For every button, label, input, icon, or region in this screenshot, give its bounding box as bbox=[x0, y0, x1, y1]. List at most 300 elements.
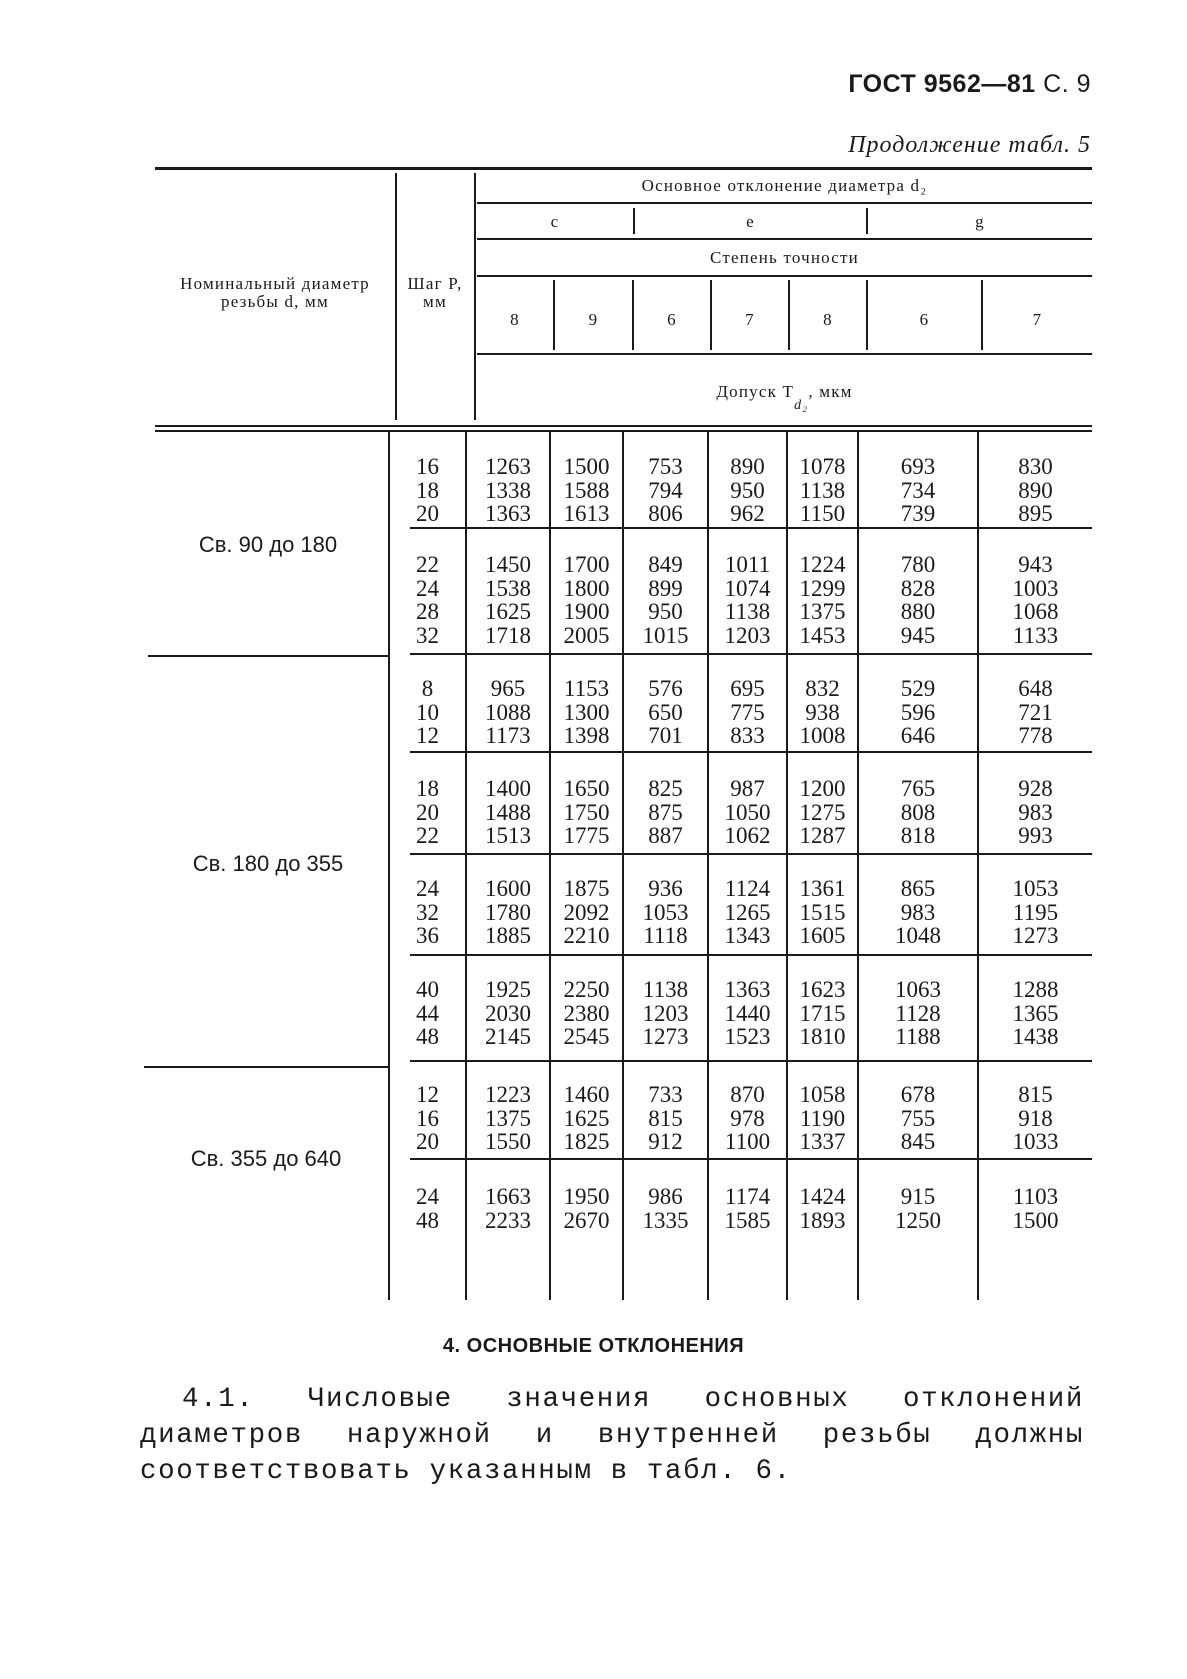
tolerance-value: 2250 bbox=[563, 977, 610, 1002]
tolerance-value: 1700 bbox=[563, 552, 610, 577]
tolerance-value: 918 bbox=[1018, 1105, 1053, 1131]
group-rule bbox=[410, 954, 1092, 956]
tolerance-cell bbox=[709, 777, 786, 848]
tolerance-value: 806 bbox=[648, 501, 683, 526]
tolerance-value: 1015 bbox=[642, 622, 689, 648]
tolerance-value: 2545 bbox=[563, 1024, 610, 1049]
pitch-cell bbox=[390, 777, 465, 848]
tolerance-cell bbox=[467, 978, 549, 1049]
tolerance-value: 1050 bbox=[724, 799, 771, 825]
tolerance-value: 1273 bbox=[1012, 923, 1059, 948]
tolerance-cell bbox=[551, 455, 622, 526]
tolerance-value: 1200 bbox=[799, 776, 846, 801]
tolerance-value: 1950 bbox=[563, 1184, 610, 1209]
header-rule bbox=[477, 202, 1092, 204]
pitch-value: 24 bbox=[416, 1184, 439, 1209]
tolerance-value: 648 bbox=[1018, 676, 1053, 701]
tolerance-value: 646 bbox=[900, 723, 936, 748]
tolerance-value: 734 bbox=[900, 477, 936, 503]
tolerance-value: 1885 bbox=[485, 923, 531, 948]
deviation-header: Основное отклонение диаметра d₂ bbox=[641, 176, 928, 195]
tolerance-value: 983 bbox=[1018, 799, 1053, 825]
tolerance-header bbox=[477, 382, 1092, 414]
tolerance-value: 945 bbox=[900, 622, 936, 648]
tolerance-value: 1033 bbox=[1012, 1129, 1059, 1154]
tolerance-value: 2210 bbox=[563, 923, 610, 948]
tolerance-value: 1053 bbox=[642, 899, 689, 925]
tolerance-cell bbox=[467, 677, 549, 748]
group-rule bbox=[410, 1158, 1092, 1160]
tolerance-value: 1375 bbox=[799, 599, 846, 624]
tolerance-cell bbox=[859, 777, 977, 848]
tolerance-value: 650 bbox=[648, 699, 683, 725]
tolerance-value: 1100 bbox=[724, 1129, 771, 1154]
tolerance-cell bbox=[467, 1185, 549, 1232]
tolerance-value: 2145 bbox=[485, 1024, 531, 1049]
pitch-value: 44 bbox=[416, 1000, 439, 1026]
tolerance-value: 1825 bbox=[563, 1129, 610, 1154]
tolerance-value: 987 bbox=[730, 776, 765, 801]
group-rule bbox=[410, 653, 1092, 655]
pitch-value: 22 bbox=[416, 552, 439, 577]
tolerance-value: 1365 bbox=[1012, 1000, 1059, 1026]
tolerance-cell bbox=[979, 777, 1092, 848]
tolerance-cell bbox=[788, 455, 857, 526]
tolerance-cell bbox=[859, 978, 977, 1049]
tolerance-cell bbox=[788, 1185, 857, 1232]
tolerance-value: 1008 bbox=[799, 723, 846, 748]
group-rule bbox=[410, 751, 1092, 753]
tolerance-cell bbox=[551, 553, 622, 647]
tolerance-value: 1800 bbox=[563, 575, 610, 601]
tolerance-value: 1074 bbox=[724, 575, 771, 601]
tolerance-value: 1398 bbox=[563, 723, 610, 748]
range-label: Св. 90 до 180 bbox=[198, 532, 338, 557]
tolerance-value: 1605 bbox=[799, 923, 846, 948]
tolerance-value: 962 bbox=[730, 501, 765, 526]
tolerance-value: 1623 bbox=[799, 977, 846, 1002]
tolerance-value: 1138 bbox=[724, 599, 771, 624]
tolerance-value: 1188 bbox=[895, 1024, 941, 1049]
tolerance-value: 1715 bbox=[799, 1000, 846, 1026]
tolerance-value: 755 bbox=[900, 1105, 936, 1131]
tolerance-value: 1174 bbox=[724, 1184, 771, 1209]
tolerance-value: 1203 bbox=[724, 622, 771, 648]
pitch-value: 20 bbox=[416, 501, 439, 526]
tolerance-value: 825 bbox=[648, 776, 683, 801]
tolerance-cell bbox=[551, 677, 622, 748]
tolerance-value: 950 bbox=[730, 477, 765, 503]
tolerance-value: 1138 bbox=[799, 477, 846, 503]
tolerance-cell bbox=[624, 455, 707, 526]
tolerance-value: 1265 bbox=[724, 899, 771, 925]
tolerance-cell bbox=[551, 1185, 622, 1232]
tolerance-value: 1600 bbox=[485, 876, 531, 901]
tolerance-value: 828 bbox=[900, 575, 936, 601]
accuracy-col-header: 6 bbox=[919, 310, 930, 329]
pitch-value: 10 bbox=[416, 699, 439, 725]
pitch-value: 18 bbox=[416, 776, 439, 801]
accuracy-col-header: 7 bbox=[1032, 310, 1043, 329]
nominal-diameter-header: Номинальный диаметр резьбы d, мм bbox=[180, 274, 370, 311]
section-title: 4. ОСНОВНЫЕ ОТКЛОНЕНИЯ bbox=[442, 1335, 745, 1357]
pitch-value: 40 bbox=[416, 977, 439, 1002]
pitch-value: 8 bbox=[421, 676, 434, 701]
tolerance-value: 849 bbox=[648, 552, 683, 577]
tolerance-value: 2380 bbox=[563, 1000, 610, 1026]
tolerance-cell bbox=[788, 553, 857, 647]
tolerance-value: 832 bbox=[805, 676, 840, 701]
tolerance-value: 1190 bbox=[799, 1105, 846, 1131]
accuracy-col-header: 6 bbox=[667, 310, 677, 329]
tolerance-value: 1223 bbox=[485, 1082, 531, 1107]
pitch-value: 48 bbox=[416, 1024, 439, 1049]
tolerance-value: 938 bbox=[805, 699, 840, 725]
tolerance-value: 1810 bbox=[799, 1024, 846, 1049]
tolerance-value: 808 bbox=[900, 799, 936, 825]
grade-g-header: g bbox=[975, 212, 985, 231]
tolerance-value: 1195 bbox=[1012, 899, 1059, 925]
tolerance-value: 1500 bbox=[1012, 1207, 1059, 1233]
tolerance-value: 1780 bbox=[485, 899, 531, 925]
tolerance-value: 778 bbox=[1018, 723, 1053, 748]
tolerance-value: 1062 bbox=[724, 823, 771, 848]
tolerance-cell bbox=[979, 1185, 1092, 1232]
pitch-value: 22 bbox=[416, 823, 439, 848]
tolerance-cell bbox=[788, 1083, 857, 1154]
tolerance-value: 865 bbox=[900, 876, 936, 901]
tolerance-cell bbox=[979, 877, 1092, 948]
tolerance-value: 1338 bbox=[485, 477, 531, 503]
tolerance-cell bbox=[709, 553, 786, 647]
tolerance-value: 875 bbox=[648, 799, 683, 825]
tolerance-value: 1337 bbox=[799, 1129, 846, 1154]
tolerance-value: 596 bbox=[900, 699, 936, 725]
tolerance-value: 1513 bbox=[485, 823, 531, 848]
tolerance-cell bbox=[624, 1083, 707, 1154]
range-label: Св. 355 до 640 bbox=[190, 1146, 342, 1171]
tolerance-value: 1925 bbox=[485, 977, 531, 1002]
pitch-value: 32 bbox=[416, 899, 439, 925]
pitch-value: 36 bbox=[416, 923, 439, 948]
pitch-value: 20 bbox=[416, 1129, 439, 1154]
pitch-value: 24 bbox=[416, 575, 439, 601]
table-top-rule bbox=[155, 167, 1092, 170]
tolerance-value: 1375 bbox=[485, 1105, 531, 1131]
tolerance-cell bbox=[979, 1083, 1092, 1154]
tolerance-cell bbox=[788, 677, 857, 748]
tolerance-value: 1588 bbox=[563, 477, 610, 503]
pitch-cell bbox=[390, 978, 465, 1049]
tolerance-cell bbox=[551, 1083, 622, 1154]
pitch-value: 32 bbox=[416, 622, 439, 648]
body-paragraph: 4.1. Числовые значения основных отклонений диаметров наружной и внутренней резьбы должны соответствовать указанным в табл. 6. bbox=[140, 1384, 1084, 1487]
header-divider bbox=[474, 173, 476, 420]
tolerance-cell bbox=[709, 978, 786, 1049]
tolerance-cell bbox=[709, 877, 786, 948]
standard-number: ГОСТ 9562—81 bbox=[848, 70, 1036, 98]
tolerance-value: 733 bbox=[648, 1082, 683, 1107]
tolerance-value: 915 bbox=[900, 1184, 936, 1209]
tolerance-cell bbox=[467, 553, 549, 647]
tolerance-value: 678 bbox=[900, 1082, 936, 1107]
tolerance-unit: , мкм bbox=[808, 382, 853, 401]
tolerance-value: 1875 bbox=[563, 876, 610, 901]
tolerance-value: 1150 bbox=[799, 501, 846, 526]
tolerance-value: 1663 bbox=[485, 1184, 531, 1209]
tolerance-value: 2005 bbox=[563, 622, 610, 648]
tolerance-value: 1003 bbox=[1012, 575, 1059, 601]
header-divider bbox=[395, 173, 397, 420]
tolerance-value: 1128 bbox=[895, 1000, 941, 1026]
tolerance-value: 1585 bbox=[724, 1207, 771, 1233]
tolerance-value: 1053 bbox=[1012, 876, 1059, 901]
tolerance-value: 890 bbox=[730, 454, 765, 479]
tolerance-value: 950 bbox=[648, 599, 683, 624]
tolerance-cell bbox=[467, 455, 549, 526]
range-label: Св. 180 до 355 bbox=[192, 851, 344, 876]
pitch-cell bbox=[390, 1185, 465, 1232]
tolerance-value: 1133 bbox=[1012, 622, 1059, 648]
tolerance-value: 1048 bbox=[895, 923, 941, 948]
tolerance-cell bbox=[859, 553, 977, 647]
tolerance-value: 1440 bbox=[724, 1000, 771, 1026]
tolerance-value: 1011 bbox=[724, 552, 771, 577]
tolerance-cell bbox=[859, 877, 977, 948]
range-rule bbox=[148, 655, 388, 657]
tolerance-value: 1515 bbox=[799, 899, 846, 925]
tolerance-cell bbox=[979, 677, 1092, 748]
tolerance-value: 1103 bbox=[1012, 1184, 1059, 1209]
pitch-value: 48 bbox=[416, 1207, 439, 1233]
tolerance-cell bbox=[709, 1185, 786, 1232]
tolerance-value: 780 bbox=[900, 552, 936, 577]
tolerance-value: 1224 bbox=[799, 552, 846, 577]
tolerance-cell bbox=[859, 1083, 977, 1154]
tolerance-value: 936 bbox=[648, 876, 683, 901]
tolerance-value: 1718 bbox=[485, 622, 531, 648]
tolerance-cell bbox=[624, 677, 707, 748]
pitch-cell bbox=[390, 877, 465, 948]
header-rule bbox=[477, 353, 1092, 355]
tolerance-cell bbox=[624, 978, 707, 1049]
tolerance-value: 818 bbox=[900, 823, 936, 848]
tolerance-value: 978 bbox=[730, 1105, 765, 1131]
tolerance-cell bbox=[709, 1083, 786, 1154]
pitch-cell bbox=[390, 677, 465, 748]
tolerance-value: 1550 bbox=[485, 1129, 531, 1154]
tolerance-value: 753 bbox=[648, 454, 683, 479]
tolerance-value: 1124 bbox=[724, 876, 771, 901]
tolerance-cell bbox=[467, 1083, 549, 1154]
tolerance-value: 1078 bbox=[799, 454, 846, 479]
tolerance-value: 1460 bbox=[563, 1082, 610, 1107]
tolerance-cell bbox=[859, 677, 977, 748]
tolerance-cell bbox=[467, 777, 549, 848]
pitch-value: 12 bbox=[416, 1082, 439, 1107]
tolerance-value: 775 bbox=[730, 699, 765, 725]
tolerance-value: 895 bbox=[1018, 501, 1053, 526]
tolerance-cell bbox=[624, 1185, 707, 1232]
tolerance-value: 1523 bbox=[724, 1024, 771, 1049]
tolerance-value: 833 bbox=[730, 723, 765, 748]
tolerance-value: 1775 bbox=[563, 823, 610, 848]
tolerance-value: 890 bbox=[1018, 477, 1053, 503]
tolerance-cell bbox=[551, 978, 622, 1049]
tolerance-value: 1500 bbox=[563, 454, 610, 479]
tolerance-value: 721 bbox=[1018, 699, 1053, 725]
tolerance-value: 899 bbox=[648, 575, 683, 601]
accuracy-col-header: 9 bbox=[588, 310, 599, 329]
tolerance-value: 2670 bbox=[563, 1207, 610, 1233]
tolerance-value: 1138 bbox=[642, 977, 689, 1002]
tolerance-label: Допуск T bbox=[716, 382, 795, 401]
tolerance-value: 1400 bbox=[485, 776, 531, 801]
tolerance-value: 701 bbox=[648, 723, 683, 748]
tolerance-value: 1650 bbox=[563, 776, 610, 801]
tolerance-value: 529 bbox=[900, 676, 936, 701]
tolerance-value: 1203 bbox=[642, 1000, 689, 1026]
tolerance-value: 1363 bbox=[485, 501, 531, 526]
tolerance-cell bbox=[551, 877, 622, 948]
pitch-value: 12 bbox=[416, 723, 439, 748]
tolerance-value: 1450 bbox=[485, 552, 531, 577]
range-rule bbox=[144, 1066, 388, 1068]
tolerance-cell bbox=[624, 877, 707, 948]
tolerance-cell bbox=[788, 777, 857, 848]
header-rule bbox=[477, 275, 1092, 277]
tolerance-value: 1063 bbox=[895, 977, 941, 1002]
header-bottom-rule bbox=[155, 425, 1092, 427]
pitch-value: 16 bbox=[416, 1105, 439, 1131]
tolerance-value: 1118 bbox=[643, 923, 688, 948]
tolerance-value: 1538 bbox=[485, 575, 531, 601]
tolerance-cell bbox=[624, 553, 707, 647]
tolerance-value: 765 bbox=[900, 776, 936, 801]
grade-c-header: c bbox=[550, 212, 560, 231]
tolerance-value: 2233 bbox=[485, 1207, 531, 1233]
tolerance-value: 2030 bbox=[485, 1000, 531, 1026]
tolerance-value: 986 bbox=[648, 1184, 683, 1209]
pitch-value: 20 bbox=[416, 799, 439, 825]
tolerance-value: 928 bbox=[1018, 776, 1053, 801]
group-rule bbox=[410, 1060, 1092, 1062]
tolerance-value: 1335 bbox=[642, 1207, 689, 1233]
group-rule bbox=[410, 527, 1092, 529]
tolerance-value: 830 bbox=[1018, 454, 1053, 479]
tolerance-value: 576 bbox=[648, 676, 683, 701]
tolerance-value: 993 bbox=[1018, 823, 1053, 848]
tolerance-value: 1273 bbox=[642, 1024, 689, 1049]
tolerance-cell bbox=[859, 455, 977, 526]
accuracy-header: Степень точности bbox=[710, 248, 859, 267]
tolerance-value: 1488 bbox=[485, 799, 531, 825]
tolerance-cell bbox=[788, 978, 857, 1049]
tolerance-value: 1250 bbox=[895, 1207, 941, 1233]
tolerance-value: 887 bbox=[648, 823, 683, 848]
tolerance-value: 1625 bbox=[485, 599, 531, 624]
tolerance-value: 695 bbox=[730, 676, 765, 701]
tolerance-value: 965 bbox=[490, 676, 526, 701]
pitch-cell bbox=[390, 455, 465, 526]
tolerance-value: 880 bbox=[900, 599, 936, 624]
tolerance-value: 1153 bbox=[563, 676, 610, 701]
tolerance-value: 1288 bbox=[1012, 977, 1059, 1002]
tolerance-value: 693 bbox=[900, 454, 936, 479]
pitch-value: 18 bbox=[416, 477, 439, 503]
tolerance-cell bbox=[624, 777, 707, 848]
tolerance-value: 1625 bbox=[563, 1105, 610, 1131]
tolerance-value: 912 bbox=[648, 1129, 683, 1154]
tolerance-cell bbox=[709, 677, 786, 748]
tolerance-value: 943 bbox=[1018, 552, 1053, 577]
tolerance-value: 1453 bbox=[799, 622, 846, 648]
tolerance-value: 1068 bbox=[1012, 599, 1059, 624]
tolerance-cell bbox=[551, 777, 622, 848]
tolerance-value: 1088 bbox=[485, 699, 531, 725]
pitch-value: 24 bbox=[416, 876, 439, 901]
tolerance-value: 739 bbox=[900, 501, 936, 526]
tolerance-subscript: d₂ bbox=[794, 398, 809, 414]
tolerance-value: 1058 bbox=[799, 1082, 846, 1107]
tolerance-value: 794 bbox=[648, 477, 683, 503]
pitch-value: 16 bbox=[416, 454, 439, 479]
page-header bbox=[848, 70, 1091, 99]
pitch-cell bbox=[390, 553, 465, 647]
tolerance-value: 1750 bbox=[563, 799, 610, 825]
tolerance-value: 983 bbox=[900, 899, 936, 925]
tolerance-value: 1287 bbox=[799, 823, 846, 848]
tolerance-cell bbox=[467, 877, 549, 948]
accuracy-col-header: 8 bbox=[510, 310, 520, 329]
tolerance-value: 1363 bbox=[724, 977, 771, 1002]
tolerance-value: 815 bbox=[1018, 1082, 1053, 1107]
tolerance-value: 1438 bbox=[1012, 1024, 1059, 1049]
tolerance-value: 2092 bbox=[563, 899, 610, 925]
group-rule bbox=[410, 853, 1092, 855]
tolerance-value: 1299 bbox=[799, 575, 846, 601]
tolerance-value: 1893 bbox=[799, 1207, 846, 1233]
tolerance-value: 870 bbox=[730, 1082, 765, 1107]
accuracy-col-header: 8 bbox=[823, 310, 833, 329]
tolerance-cell bbox=[709, 455, 786, 526]
pitch-value: 28 bbox=[416, 599, 439, 624]
tolerance-value: 1173 bbox=[485, 723, 531, 748]
tolerance-value: 1613 bbox=[563, 501, 610, 526]
tolerance-value: 1275 bbox=[799, 799, 846, 825]
tolerance-cell bbox=[979, 978, 1092, 1049]
header-rule bbox=[477, 238, 1092, 240]
accuracy-col-header: 7 bbox=[745, 310, 755, 329]
pitch-cell bbox=[390, 1083, 465, 1154]
tolerance-value: 1361 bbox=[799, 876, 846, 901]
tolerance-value: 1900 bbox=[563, 599, 610, 624]
tolerance-value: 1424 bbox=[799, 1184, 846, 1209]
tolerance-cell bbox=[979, 553, 1092, 647]
tolerance-value: 815 bbox=[648, 1105, 683, 1131]
tolerance-cell bbox=[788, 877, 857, 948]
tolerance-value: 1343 bbox=[724, 923, 771, 948]
tolerance-cell bbox=[979, 455, 1092, 526]
tolerance-value: 1263 bbox=[485, 454, 531, 479]
pitch-header: Шаг P, мм bbox=[407, 274, 463, 311]
tolerance-value: 1300 bbox=[563, 699, 610, 725]
tolerance-value: 845 bbox=[900, 1129, 936, 1154]
table-continuation-label: Продолжение табл. 5 bbox=[848, 132, 1091, 158]
page-number: С. 9 bbox=[1043, 70, 1091, 98]
tolerance-cell bbox=[859, 1185, 977, 1232]
grade-e-header: e bbox=[746, 212, 755, 231]
